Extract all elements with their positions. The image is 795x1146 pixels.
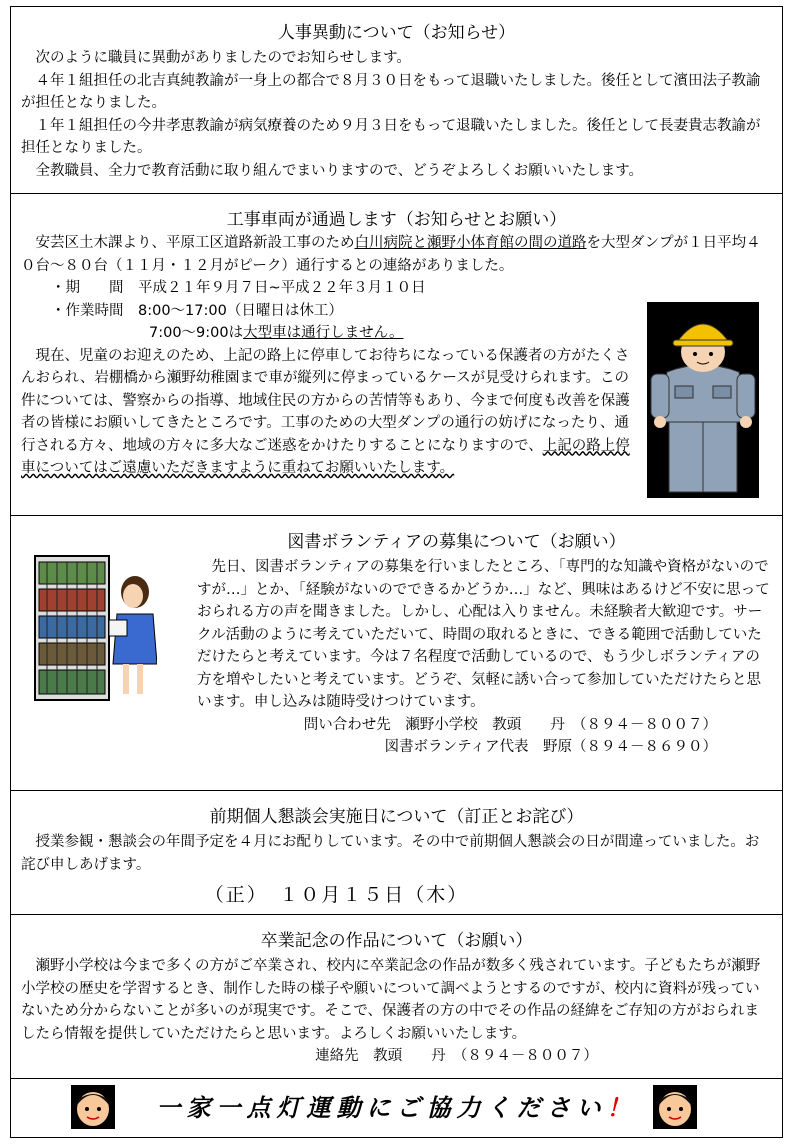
- paragraph: １年１組担任の今井孝恵教諭が病気療養のため９月３日をもって退職いたしました。後任として長妻貴志教諭が担任となりました。: [21, 117, 761, 156]
- section-title: 人事異動について（お知らせ）: [277, 23, 516, 43]
- section-construction: [11, 194, 782, 516]
- wavy-underline-request: 上記の路上停車についてはご遠慮いただきますように重ねてお願いいたします。: [21, 437, 630, 476]
- contact-line: 連絡先 教頭 丹 （８９４－８００７）: [315, 1048, 598, 1064]
- paragraph: 授業参観・懇談会の年間予定を４月にお配りしています。その中で前期個人懇談会の日が間違っていました。お詫び申しあげます。: [21, 834, 760, 873]
- paragraph: 安芸区土木課より、平原工区道路新設工事のため白川病院と瀬野小体育館の間の道路を大型ダンプが１日平均４０台～８０台（１１月・１２月がピーク）通行するとの連絡がありました。: [21, 235, 761, 274]
- boy-face-icon: [71, 1085, 115, 1129]
- section-personnel: [11, 7, 782, 194]
- contact-line: 問い合わせ先 瀬野小学校 教頭 丹 （８９４－８００７）: [303, 716, 717, 733]
- paragraph: 次のように職員に異動がありましたのでお知らせします。: [35, 50, 411, 66]
- period-line: ・期 間 平成２１年９月７日~平成２２年３月１０日: [51, 280, 426, 296]
- section-graduation-works: [11, 915, 782, 1079]
- section-title: 前期個人懇談会実施日について（訂正とお詫び）: [209, 807, 584, 827]
- section-library-volunteer: [11, 516, 782, 791]
- footer-slogan: [11, 1079, 782, 1139]
- paragraph: 現在、児童のお迎えのため、上記の路上に停車してお待ちになっている保護者の方がたくさんおられ、岩棚橋から瀬野幼稚園まで車が縦列に停まっているケースが見受けられます。この件については、警察からの指導、地域住民の方からの苦情等もあり、今まで何度も改善を保護者の皆様にお願いしてきたところです。工事のための大型ダンプの通行の妨げになったり、通行される方々、地域の方々に多大なご迷惑をかけたりすることになりますので、上記の路上停車についてはご遠慮いただきますように重ねてお願いいたします。: [21, 347, 630, 476]
- library-girl-illustration: [33, 554, 157, 704]
- contact-line: 図書ボランティア代表 野原（８９４－８６９０）: [384, 739, 717, 755]
- hours-line: ・作業時間 8:00～17:00（日曜日は休工）: [51, 302, 343, 319]
- section-title: 卒業記念の作品について（お願い）: [260, 931, 533, 951]
- paragraph: ４年１組担任の北吉真純教諭が一身上の都合で８月３０日をもって退職いたしました。後任として濱田法子教諭が担任となりました。: [21, 72, 761, 111]
- newsletter-page: [10, 6, 783, 1138]
- paragraph: 瀬野小学校は今まで多くの方がご卒業され、校内に卒業記念の作品が数多く残されています。子どもたちが瀬野小学校の歴史を学習するとき、制作した時の様子や願いについて調べようとするのですが、校内に資料が残っていないため分からないことが多いのが現実です。そこで、保護者の方の中でその作品の経緯をご存知の方がおられましたら情報を提供していただけたらと思います。よろしくお願いいたします。: [21, 958, 761, 1042]
- corrected-date: （正） １０月１５日（木）: [204, 884, 469, 906]
- exclamation-mark: ！: [606, 1094, 637, 1122]
- slogan-text: 一家一点灯運動にご協力ください！: [156, 1094, 637, 1122]
- section-conference-correction: [11, 791, 782, 915]
- hours-note: 7:00～9:00は大型車は通行しません。: [149, 325, 404, 341]
- section-title: 図書ボランティアの募集について（お願い）: [287, 532, 626, 552]
- underlined-road: 白川病院と瀬野小体育館の間の道路: [354, 235, 587, 251]
- paragraph: 先日、図書ボランティアの募集を行いましたところ、「専門的な知識や資格がないのですが…」とか、「経験がないのでできるかどうか…」など、興味はあるけど不安に思っておられる方の声を聞きました。しかし、心配は入りません。未経験者大歓迎です。サークル活動のように考えていただいて、時間の取れるときに、できる範囲で活動していただけたらと考えています。今は７名程度で活動しているので、もう少しボランティアの方を増やしたいと考えています。どうぞ、気軽に誘い合って参加していただけたらと思います。申し込みは随時受けつけています。: [197, 559, 770, 710]
- boy-face-icon: [653, 1085, 697, 1129]
- worker-illustration: [647, 302, 759, 498]
- paragraph: 全教職員、全力で教育活動に取り組んでまいりますので、どうぞよろしくお願いいたします。: [35, 162, 644, 179]
- section-title: 工事車両が通過します（お知らせとお願い）: [226, 210, 567, 230]
